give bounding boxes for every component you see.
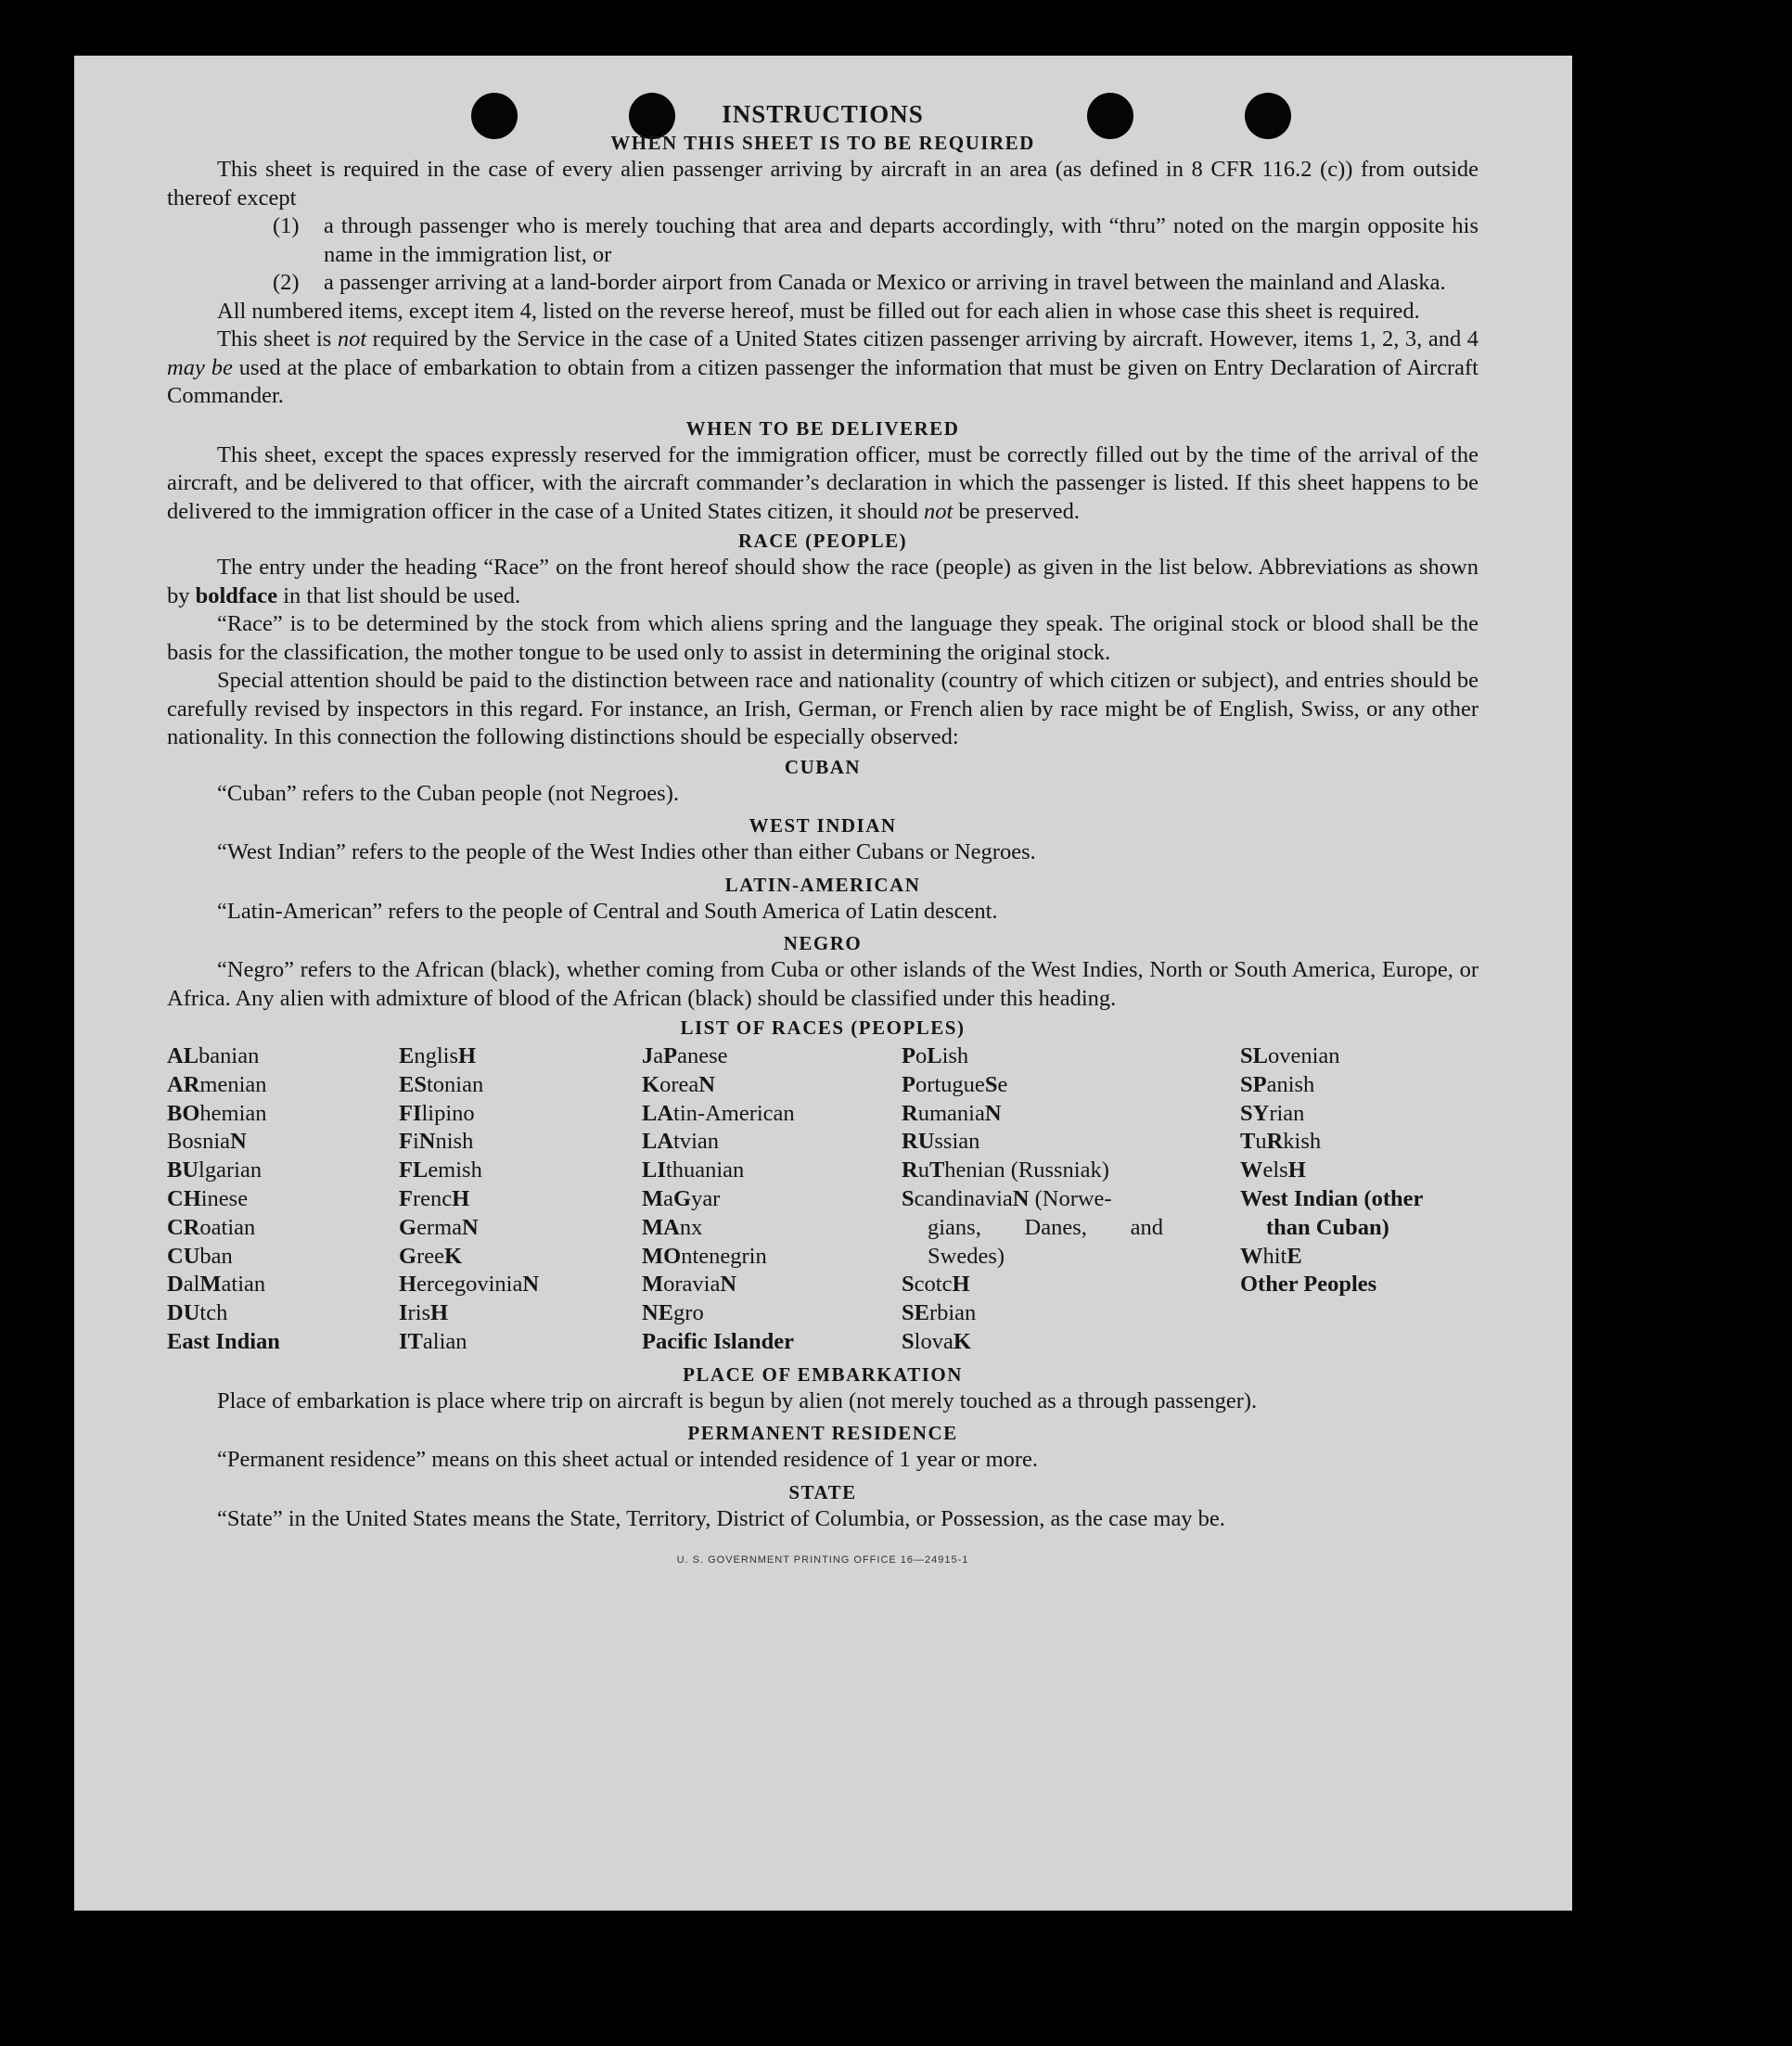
race-list-item: NEgro — [642, 1300, 704, 1326]
paragraph: Special attention should be paid to the distinction between race and nationality (country of which citizen or subject), and entries should be carefully revised by inspectors in this regard. For instance, an Irish, German, or French alien by race might be of English, Swiss, or any other nationality. In this connection the following distinctions should be especially observed: — [167, 668, 1478, 749]
race-list-item: RUssian — [902, 1129, 980, 1155]
race-list-item: FrencH — [399, 1185, 470, 1211]
paragraph: “Cuban” refers to the Cuban people (not Negroes). — [217, 780, 679, 806]
race-list-item: SErbian — [902, 1300, 977, 1326]
list-item: (2) a passenger arriving at a land-border airport from Canada or Mexico or arriving in travel between the mainland and Alaska. — [273, 270, 1446, 295]
race-list-item: West Indian (other — [1240, 1185, 1424, 1211]
section-heading-latin-american: LATIN-AMERICAN — [724, 873, 921, 896]
race-list-item: BOhemian — [167, 1100, 267, 1126]
race-list — [167, 1042, 1478, 1357]
section-heading-delivered: WHEN TO BE DELIVERED — [685, 416, 960, 440]
paragraph: “Permanent residence” means on this sheet actual or intended residence of 1 year or more. — [217, 1447, 1039, 1473]
race-list-item: ScandinaviaN (Norwe- — [902, 1185, 1112, 1211]
race-list-item: EnglisH — [399, 1043, 477, 1068]
race-list-item: MaGyar — [642, 1185, 721, 1211]
race-list-item: LAtin-American — [642, 1100, 795, 1126]
race-list-item: ALbanian — [167, 1043, 260, 1068]
race-list-item: BosniaN — [167, 1129, 247, 1155]
section-heading-cuban: CUBAN — [784, 755, 862, 778]
section-heading-state: STATE — [788, 1480, 857, 1503]
paragraph: “Negro” refers to the African (black), whether coming from Cuba or other islands of the West Indies, North or South America, Europe, or Africa. Any alien with admixture of blood of the African (black) should be classified under this heading. — [167, 957, 1478, 1011]
race-list-item: SYrian — [1240, 1100, 1305, 1126]
section-heading-west-indian: WEST INDIAN — [749, 814, 897, 837]
race-list-item: East Indian — [167, 1328, 280, 1354]
race-list-item: JaPanese — [642, 1043, 728, 1068]
race-list-item: PoLish — [902, 1043, 969, 1068]
race-list-item: ITalian — [399, 1328, 467, 1354]
paragraph: “West Indian” refers to the people of the West Indies other than either Cubans or Negroes. — [217, 839, 1036, 864]
race-list-item: GreeK — [399, 1243, 463, 1269]
race-list-item: CUban — [167, 1243, 233, 1269]
paragraph: This sheet is required in the case of every alien passenger arriving by aircraft in an area (as defined in 8 CFR 116.2 (c)) from outside thereof except — [167, 157, 1478, 211]
race-column — [1166, 1042, 1481, 1357]
section-heading-race-list: LIST OF RACES (PEOPLES) — [680, 1017, 966, 1039]
race-column — [642, 1042, 902, 1357]
paragraph: “Latin-American” refers to the people of Central and South America of Latin descent. — [217, 898, 998, 924]
race-list-item: BUlgarian — [167, 1157, 262, 1183]
race-list-item: GermaN — [399, 1214, 479, 1240]
section-heading-required: WHEN THIS SHEET IS TO BE REQUIRED — [610, 132, 1035, 154]
race-list-item: LIthuanian — [642, 1157, 745, 1183]
race-list-item: ScotcH — [902, 1272, 970, 1298]
race-list-item: Pacific Islander — [642, 1328, 794, 1354]
document-body — [167, 98, 1478, 1575]
race-column — [399, 1042, 642, 1357]
race-list-item: SPanish — [1240, 1071, 1315, 1097]
race-list-item: FLemish — [399, 1157, 482, 1183]
paragraph: Place of embarkation is place where trip on aircraft is begun by alien (not merely touched as a through passenger). — [217, 1387, 1258, 1413]
race-list-item: SlovaK — [902, 1328, 971, 1354]
race-list-item: FIlipino — [399, 1100, 475, 1126]
race-list-item: MOntenegrin — [642, 1243, 767, 1269]
paragraph: All numbered items, except item 4, listed on the reverse hereof, must be filled out for each alien in whose case this sheet is required. — [217, 298, 1420, 324]
page-title: INSTRUCTIONS — [722, 100, 924, 128]
race-list-item: CHinese — [167, 1185, 249, 1211]
race-list-item: CRoatian — [167, 1214, 256, 1240]
paragraph: This sheet, except the spaces expressly reserved for the immigration officer, must be correctly filled out by the time of the arrival of the aircraft, and be delivered to that officer, with the aircraft commander’s declaration in which the passenger is listed. If this sheet happens to be delivered to the immigration officer in the case of a United States citizen, it should not be preserved. — [167, 441, 1478, 524]
race-list-item: MAnx — [642, 1214, 703, 1240]
race-column — [902, 1042, 1166, 1357]
paragraph: The entry under the heading “Race” on the front hereof should show the race (people) as given in the list below. Abbreviations as shown by boldface in that list should be used. — [167, 555, 1478, 608]
race-list-item: LAtvian — [642, 1129, 720, 1155]
document-sheet — [74, 56, 1572, 1911]
race-list-item: than Cuban) — [1266, 1214, 1389, 1240]
race-list-item: WelsH — [1240, 1157, 1306, 1183]
section-heading-negro: NEGRO — [783, 932, 863, 954]
section-heading-race: RACE (PEOPLE) — [737, 530, 908, 552]
race-list-item: HercegoviniaN — [399, 1272, 540, 1298]
race-list-item: RuThenian (Russniak) — [902, 1157, 1109, 1183]
race-list-item: Other Peoples — [1240, 1272, 1377, 1298]
race-list-item: FiNnish — [399, 1129, 474, 1155]
race-list-item: WhitE — [1240, 1243, 1302, 1269]
race-list-item: TuRkish — [1240, 1129, 1322, 1155]
race-list-item: RumaniaN — [902, 1100, 1002, 1126]
printer-imprint: U. S. GOVERNMENT PRINTING OFFICE 16—24915-1 — [676, 1554, 969, 1566]
race-list-item: ARmenian — [167, 1071, 267, 1097]
race-column — [167, 1042, 399, 1357]
section-heading-residence: PERMANENT RESIDENCE — [687, 1422, 958, 1445]
paragraph: This sheet is not required by the Service in the case of a United States citizen passenger arriving by aircraft. However, items 1, 2, 3, and 4 may be used at the place of embarkation to obtain from a citizen passenger the information that must be given on Entry Declaration of Aircraft Commander. — [167, 326, 1478, 408]
section-heading-embarkation: PLACE OF EMBARKATION — [683, 1362, 963, 1386]
race-list-item: Swedes) — [928, 1243, 1005, 1269]
race-list-item: DUtch — [167, 1300, 228, 1326]
list-item: (1) a through passenger who is merely touching that area and departs accordingly, with “thru” noted on the margin opposite his name in the immigration list, or — [273, 213, 1478, 267]
paragraph: “Race” is to be determined by the stock from which aliens spring and the language they speak. The original stock or blood shall be the basis for the classification, the mother tongue to be used only to assist in determining the original stock. — [167, 611, 1478, 665]
race-list-item: DalMatian — [167, 1272, 266, 1298]
paragraph: “State” in the United States means the State, Territory, District of Columbia, or Possession, as the case may be. — [217, 1505, 1225, 1531]
race-list-item: EStonian — [399, 1071, 484, 1097]
race-list-item: gians, Danes, and — [928, 1214, 1163, 1240]
race-list-item: MoraviaN — [642, 1272, 737, 1298]
race-list-item: IrisH — [399, 1300, 449, 1326]
race-list-item: SLovenian — [1240, 1043, 1340, 1068]
race-list-item: PortugueSe — [902, 1071, 1008, 1097]
race-list-item: KoreaN — [642, 1071, 715, 1097]
